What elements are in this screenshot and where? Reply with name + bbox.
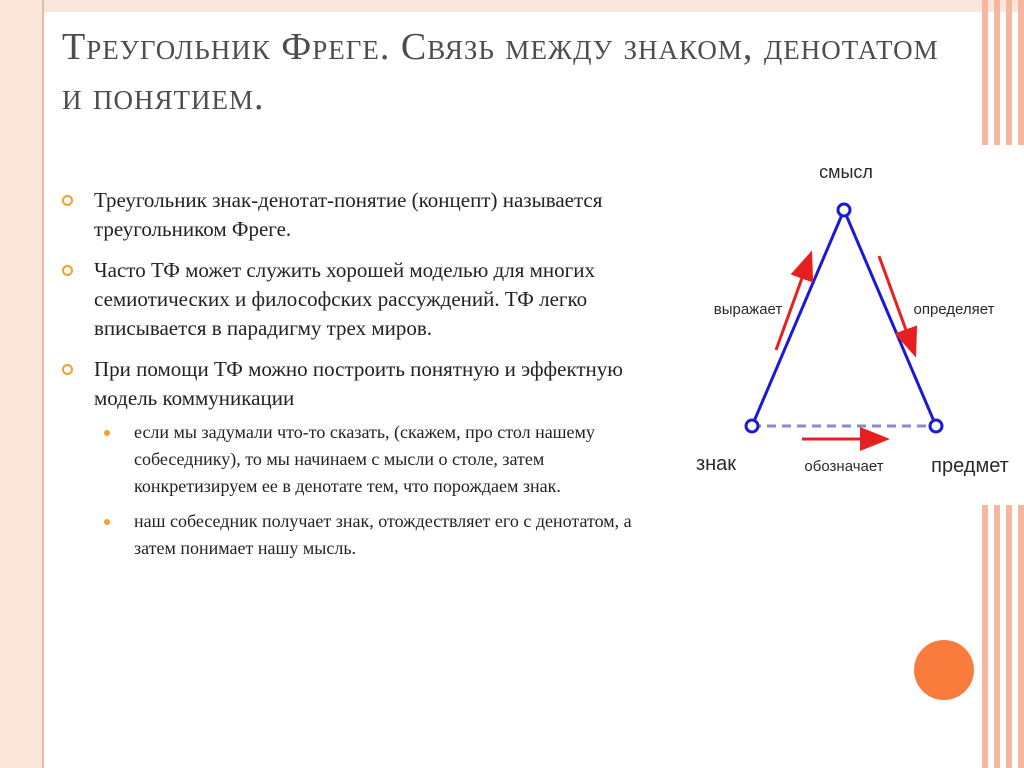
label-sense: смысл: [819, 162, 873, 182]
label-sign: знак: [695, 453, 737, 475]
triangle-right-edge: [844, 210, 936, 426]
frame-left-line: [42, 0, 44, 768]
sub-bullet-marker: [104, 519, 110, 525]
sub-bullet-text: если мы задумали что-то сказать, (скажем, про стол нашему собеседнику), то мы начинаем с мысли о столе, затем конкретизируем ее в денотате тем, что порождаем знак.: [134, 422, 595, 496]
vertex-top: [838, 204, 850, 216]
bullet-text: Часто ТФ может служить хорошей моделью для многих семиотических и философских рассуждений. ТФ легко вписывается в парадигму трех миров.: [94, 258, 595, 340]
bullet-item: [62, 186, 672, 244]
frame-top-band: [44, 0, 1024, 12]
sub-bullet-item: [62, 419, 672, 500]
slide-title: Треугольник Фреге. Связь между знаком, денотатом и понятием.: [62, 26, 939, 118]
decor-stripes-top: [978, 0, 1024, 145]
vertex-right: [930, 420, 942, 432]
label-expresses: выражает: [713, 301, 783, 318]
sub-bullet-text: наш собеседник получает знак, отождествляет его с денотатом, а затем понимает нашу мысль.: [134, 511, 632, 558]
bullet-text: При помощи ТФ можно построить понятную и эффектную модель коммуникации: [94, 357, 623, 410]
label-denotes: обозначает: [804, 458, 884, 475]
decor-stripes-bottom: [978, 505, 1024, 768]
triangle-left-edge: [752, 210, 844, 426]
bullet-item: [62, 256, 672, 343]
sub-bullet-item: [62, 508, 672, 562]
label-defines: определяет: [913, 301, 995, 318]
bullet-marker: [62, 364, 73, 375]
vertex-left: [746, 420, 758, 432]
frege-triangle-diagram: [684, 150, 1024, 495]
bullet-marker: [62, 195, 73, 206]
bullet-item: [62, 355, 672, 413]
bullet-list: [62, 186, 672, 570]
sub-bullet-marker: [104, 430, 110, 436]
bullet-text: Треугольник знак-денотат-понятие (концепт) называется треугольником Фреге.: [94, 188, 603, 241]
bullet-marker: [62, 265, 73, 276]
label-object: предмет: [931, 455, 1009, 477]
decor-orange-circle: [914, 640, 974, 700]
frame-left-band: [0, 0, 42, 768]
